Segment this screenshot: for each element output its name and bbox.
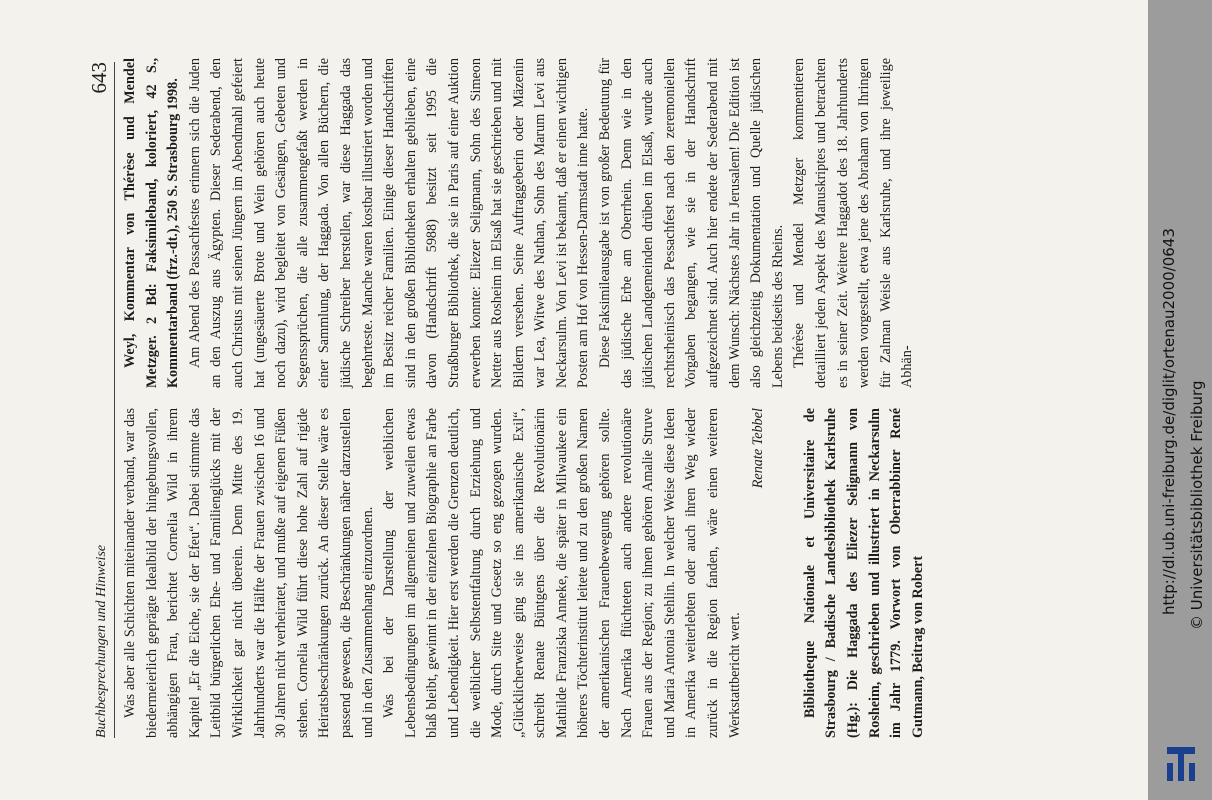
review-heading-right: Weyl, Kommentar von Thérèse und Mendel Metzger. 2 Bd: Faksimileband, koloriert, 42 S., Kommentarband (frz.-dt.), 250 S. Strasbourg 1998. (122, 58, 182, 388)
running-head-title: Buchbesprechungen und Hinweise (94, 544, 109, 738)
right-paragraph-3: Thérèse und Mendel Metzger kommentieren detailliert jeden Aspekt des Manuskriptes und betrachten es in seiner Zeit. Weitere Haggadot des 18. Jahrhunderts werden vorgestellt, etwa jene des Abraham von Ihringen für Zalman Weisle aus Karlsruhe, und ihre jeweilige Abhän- (791, 58, 916, 388)
page-number: 643 (87, 62, 111, 94)
source-url[interactable]: http://dl.ub.uni-freiburg.de/diglit/ortenau2000/0643 (1160, 228, 1178, 615)
right-paragraph-1: Am Abend des Passachfestes erinnern sich die Juden an den Auszug aus Ägypten. Dieser Sederabend, den auch Christus mit seinen Jüngern im Abendmahl gefeiert hat (ungesäuerte Brote und Wein gehören auch heute noch dazu), wird begleitet von Gesängen, Gebeten und Segenssprüchen, die alle zusammengefaßt werden in einer Sammlung, der Haggada. Von allen Büchern, die jüdische Schreiber herstellen, war diese Haggada das begehrteste. Manche waren kostbar illustriert worden und im Besitz reicher Familien. Einige dieser Handschriften sind in den großen Bibliotheken erhalten geblieben, eine davon (Handschrift 5988) besitzt seit 1995 die Straßburger Bibliothek, die sie in Paris auf einer Auktion erwerben konnte: Eliezer Seligmann, Sohn des Simeon Netter aus Rosheim im Elsaß hat sie geschrieben und mit Bildern versehen. Seine Auftraggeberin oder Mäzenin war Lea, Witwe des Nathan, Sohn des Marum Levi aus Neckarsulm. Von Levi ist bekannt, daß er einen wichtigen Posten am Hof von Hessen-Darmstadt inne hatte. (186, 58, 592, 388)
right-column (120, 58, 919, 388)
left-paragraph-1: Was aber alle Schichten miteinander verband, war das biedermeierlich geprägte Idealbild der hingebungsvollen, abhängigen Frau, berichtet Cornelia Wild in ihrem Kapitel „Er die Eiche, sie der Efeu“. Dabei stimmte das Leitbild bürgerlichen Ehe- und Familienglücks mit der Wirklichkeit gar nicht überein. Denn Mitte des 19. Jahrhunderts war die Hälfte der Frauen zwischen 16 und 30 Jahren nicht verheiratet, und mußte auf eigenen Füßen stehen. Cornelia Wild führt diese hohe Zahl auf rigide Heiratsbeschränkungen zurück. An dieser Stelle wäre es passend gewesen, die Beschränkungen näher darzustellen und in den Zusammenhang einzuordnen. (122, 408, 376, 738)
copyright-notice: © Universitätsbibliothek Freiburg (1188, 380, 1206, 630)
reviewer-signature: Renate Tebbel (750, 408, 767, 489)
left-paragraph-2: Was bei der Darstellung der weiblichen Lebensbedingungen im allgemeinen und zuweilen etwas blaß bleibt, gewinnt in der einzelnen Biographie an Farbe und Lebendigkeit. Hier erst werden die Grenzen deutlich, die weiblicher Selbstentfaltung durch Erziehung und Mode, durch Sitte und Gesetz so eng gezogen wurden. „Glücklicherweise ging sie ins amerikanische Exil“, schreibt Renate Büntgens über die Revolutionärin Mathilde Franziska Anneke, die später in Milwaukee ein höheres Töchterinstitut leitete und zu den großen Namen der amerikanischen Frauenbewegung gehören sollte. Nach Amerika flüchteten auch andere revolutionäre Frauen aus der Region; zu ihnen gehören Amalie Struve und Maria Antonia Stehlin. In welcher Weise diese Ideen in Amerika weiterlebten oder auch ihren Weg wieder zurück in die Region fanden, wäre einen weiteren Werkstattbericht wert. (381, 408, 743, 738)
right-paragraph-2: Diese Faksimileausgabe ist von großer Bedeutung für das jüdische Erbe am Oberrhein. Denn wie in den jüdischen Landgemeinden drüben im Elsaß, wurde auch rechtsrheinisch das Pessachfest nach den zeremoniellen Vorgaben begangen, wie sie in der Handschrift aufgezeichnet sind. Auch hier endete der Sederabend mit dem Wunsch: Nächstes Jahr in Jerusalem! Die Edition ist also gleichzeitig Dokumentation und Quelle jüdischen Lebens beidseits des Rheins. (597, 58, 786, 388)
review-heading-left: Bibliotheque Nationale et Universitaire de Strasbourg / Badische Landesbibliothek Karlsruhe (Hg.): Die Haggada des Eliezer Seligmann von Rosheim, geschrieben und illustriert in Neckarsulm im Jahr 1779. Vorwort von Oberrabbiner René Gutmann, Beitrag von Robert (801, 408, 926, 738)
left-column (120, 408, 929, 738)
running-head (88, 62, 115, 738)
ub-freiburg-logo-icon (1163, 745, 1199, 781)
